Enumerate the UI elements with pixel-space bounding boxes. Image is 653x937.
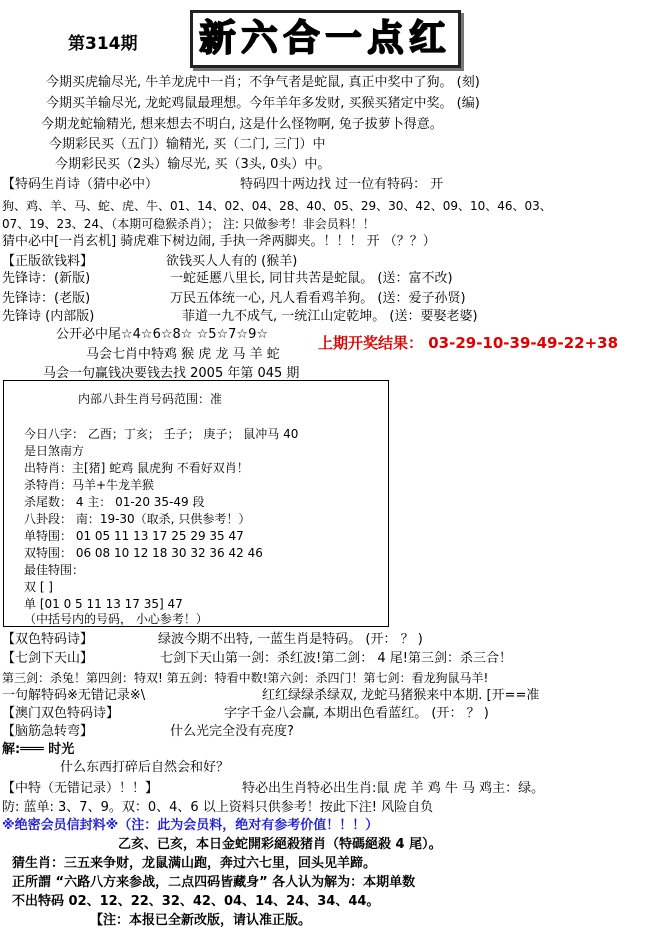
box-line: 双 [ ]	[24, 580, 53, 594]
bottom-line-5: 【注：本报已全新改版，请认准正版。	[90, 913, 312, 928]
search-line: 马会一句赢钱决要钱去找 2005 年第 045 期	[43, 366, 300, 381]
vanguard-label: 先锋诗：(新版)	[2, 271, 91, 286]
poem-header: 【特码生肖诗（猜中必中）	[2, 177, 159, 192]
fang-line: 防: 蓝单: 3、7、9。双：0、4、6 以上资料只供参考！按此下注! 风险自负	[2, 800, 434, 815]
top-line-4: 今期彩民买（五门）输精光, 买（二门, 三门）中	[49, 137, 326, 152]
box-line: 八卦段： 南：19-30（取杀, 只供参考！）	[24, 512, 251, 526]
box-line: 杀特肖：马羊+牛龙羊猴	[24, 478, 155, 492]
yiju-text: 红红绿绿杀绿双, 龙蛇马猪猴来中本期. [开==准	[262, 688, 540, 703]
poem-line-3: 猜中必中[一肖玄机] 骑虎难下树边闹, 手执一斧两脚夹。！！！ 开 （？？）	[2, 234, 436, 249]
answer-line: 解:═══ 时光	[2, 742, 75, 757]
top-line-1: 今期买虎输尽光, 牛羊龙虎中一肖；不争气者是蛇鼠, 真正中奖中了狗。 (刻)	[46, 75, 480, 90]
zhongte-text: 特必出生肖特必出生肖:鼠 虎 羊 鸡 牛 马 鸡主：绿。	[242, 781, 545, 796]
box-line: 最佳特围：	[24, 563, 85, 577]
aomen-text: 字字千金八会赢, 本期出色看蓝红。 (开： ？ )	[224, 706, 489, 721]
qijian-head: 【七剑下天山】	[2, 651, 94, 666]
box-line: 杀尾数： 4 主： 01-20 35-49 段	[24, 495, 205, 509]
poem-header-2: 特码四十两边找 过一位有特码： 开	[240, 177, 444, 192]
box-line: 单 [01 0 5 11 13 17 35] 47	[24, 597, 183, 611]
shuangse-head: 【双色特码诗】	[2, 632, 94, 647]
top-line-5: 今期彩民买（2头）输尽光, 买（3头, 0头）中。	[55, 157, 331, 172]
box-line: 今日八字： 乙酉；丁亥； 壬子； 庚子； 鼠冲马 40	[24, 427, 299, 441]
poem-line-2: 07、19、23、24、（本期可稳猴杀肖）； 注: 只做参考！非会员料！！	[2, 217, 375, 231]
qijian-text: 七剑下天山第一剑：杀红波!第二剑： 4 尾!第三剑：杀三合！	[160, 651, 512, 666]
box-line: 双特围： 06 08 10 12 18 30 32 36 42 46	[24, 546, 263, 560]
zheng-header: 【正版欲钱料】	[2, 254, 94, 269]
bottom-line-1: 乙亥、已亥，本日金蛇開彩絕殺猪肖（特碼絕殺 4 尾）。	[118, 837, 442, 852]
top-line-2: 今期买羊输尽光, 龙蛇鸡鼠最理想。今年羊年多发财, 买猴买猪定中奖。 (编)	[46, 96, 480, 111]
shuangse-text: 绿波今期不出特, 一蓝生肖是特码。 (开： ？ )	[158, 632, 423, 647]
issue-number: 第314期	[68, 34, 138, 54]
box-line: 是日煞南方	[24, 444, 85, 458]
paper-title: 新六合一点红	[190, 10, 461, 68]
aomen-head: 【澳门双色特码诗】	[2, 706, 120, 721]
yiju-head: 一句解特码※无错记录※\	[2, 688, 146, 703]
poem-line-1: 狗、鸡、羊、马、蛇、虎、牛、01、14、02、04、28、40、05、29、30、42、09、10、46、03、	[2, 199, 552, 213]
vanguard-label: 先锋诗 (内部版)	[2, 309, 95, 324]
top-line-3: 今期龙蛇输精光, 想来想去不明白, 这是什么怪物啊, 兔子拔萝卜得意。	[41, 117, 443, 132]
bagua-box	[3, 380, 389, 627]
riddle-2: 什么东西打碎后自然会和好？	[60, 760, 230, 775]
vanguard-verse: 菲道一九不成气, 一统江山定乾坤。 (送：要娶老婆)	[182, 309, 478, 324]
bottom-line-2: 猜生肖：三五来争财，龙鼠满山跑，奔过六七里，回头见羊蹄。	[12, 856, 377, 871]
last-result: 上期开奖结果： 03-29-10-39-49-22+38	[318, 334, 619, 352]
naojin-head: 【脑筋急转弯】	[2, 724, 94, 739]
bottom-line-3: 正所謂 “六路八方来参战，二点四码皆藏身” 各人认为解为：本期单数	[12, 875, 416, 890]
box-line: 出特肖：主[猪] 蛇鸡 鼠虎狗 不看好双肖！	[24, 461, 249, 475]
qijian-line-2: 第三剑：杀兔！第四剑：特双! 第五剑：特看中数!第六剑：杀四门！第七剑：看龙狗鼠马羊!	[2, 671, 489, 685]
naojin-text: 什么光完全没有亮度?	[170, 724, 294, 739]
zhongte-head: 【中特（无错记录）！！】	[2, 781, 159, 796]
horse-line: 马会七肖中特鸡 猴 虎 龙 马 羊 蛇	[86, 347, 280, 362]
tail-line: 公开必中尾☆4☆6☆8☆ ☆5☆7☆9☆	[56, 327, 268, 342]
box-line: （中括号内的号码， 小心参考！）	[24, 612, 208, 626]
vanguard-verse: 万民五体统一心, 凡人看看鸡羊狗。 (送：爱子孙贤)	[170, 291, 466, 306]
member-note: ※绝密会员信封料※（注：此为会员料，绝对有参考价值！！！）	[2, 818, 379, 833]
vanguard-label: 先锋诗：(老版)	[2, 291, 91, 306]
box-title: 内部八卦生肖号码范围：准	[78, 392, 223, 406]
box-line: 单特围： 01 05 11 13 17 25 29 35 47	[24, 529, 244, 543]
bottom-line-4: 不出特码 02、12、22、32、42、04、14、24、34、44。	[12, 894, 380, 909]
zheng-header-2: 欲钱买人人有的 (猴羊)	[166, 254, 298, 269]
vanguard-verse: 一蛇延慝八里长, 同甘共苦是蛇鼠。 (送：富不改)	[170, 271, 453, 286]
